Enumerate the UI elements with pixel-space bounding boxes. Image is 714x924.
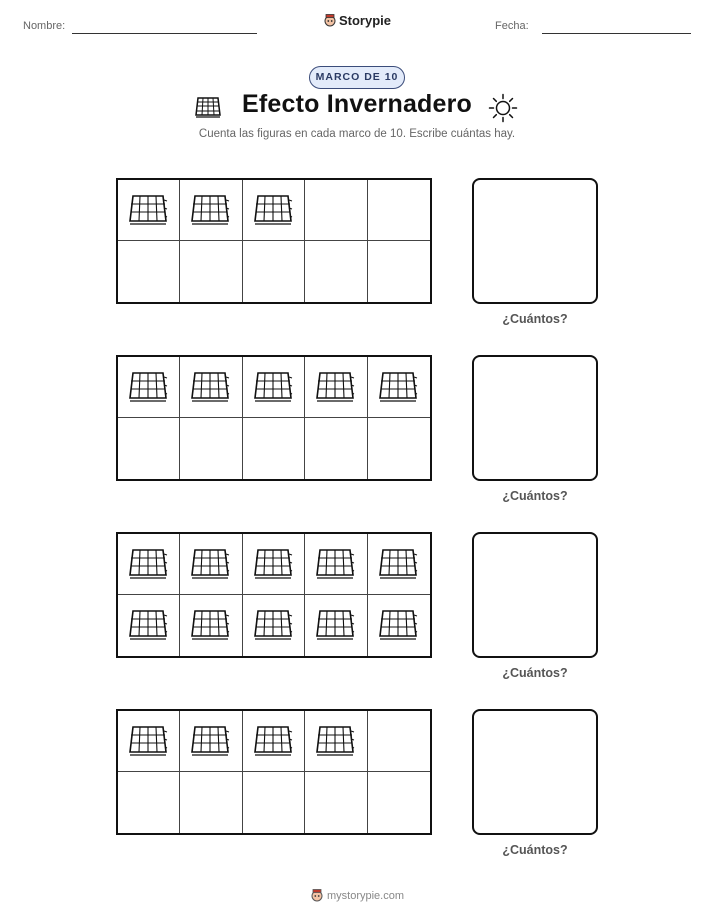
solar-panel-icon <box>253 546 293 582</box>
solar-panel-icon <box>378 546 418 582</box>
solar-panel-icon <box>190 723 230 759</box>
frame-cell <box>118 772 180 833</box>
frame-cell <box>180 357 242 418</box>
frame-cell <box>243 180 305 241</box>
frame-cell <box>305 180 367 241</box>
frame-cell <box>305 418 367 479</box>
frame-cell <box>180 711 242 772</box>
answer-box[interactable] <box>472 178 598 304</box>
solar-panel-icon <box>378 369 418 405</box>
frame-cell <box>305 241 367 302</box>
frame-cell <box>180 534 242 595</box>
solar-panel-icon <box>253 607 293 643</box>
frame-cell <box>118 711 180 772</box>
answer-box[interactable] <box>472 709 598 835</box>
frame-cell <box>368 534 430 595</box>
frame-cell <box>368 418 430 479</box>
frame-cell <box>243 534 305 595</box>
frame-cell <box>305 772 367 833</box>
frame-cell <box>180 241 242 302</box>
frame-cell <box>305 595 367 656</box>
frame-cell <box>180 772 242 833</box>
name-field[interactable] <box>72 33 257 34</box>
frame-cell <box>118 595 180 656</box>
solar-panel-icon <box>378 607 418 643</box>
brand-logo <box>0 13 714 28</box>
solar-panel-icon <box>190 192 230 228</box>
frame-cell <box>368 772 430 833</box>
solar-panel-icon <box>128 369 168 405</box>
frame-cell <box>118 534 180 595</box>
frame-cell <box>243 711 305 772</box>
solar-panel-icon <box>190 369 230 405</box>
solar-panel-icon <box>128 607 168 643</box>
mascot-icon <box>323 13 337 27</box>
footer-url: mystorypie.com <box>326 890 405 902</box>
frame-cell <box>243 357 305 418</box>
frame-cell <box>368 711 430 772</box>
solar-panel-icon <box>128 723 168 759</box>
frame-cell <box>243 595 305 656</box>
ten-frame <box>116 355 432 481</box>
answer-label: ¿Cuántos? <box>502 843 568 857</box>
ten-frame <box>116 709 432 835</box>
frame-cell <box>305 711 367 772</box>
date-label: Fecha: <box>495 20 529 32</box>
brand-name: Storypie <box>338 13 391 28</box>
frame-cell <box>305 357 367 418</box>
solar-panel-icon <box>128 546 168 582</box>
frame-cell <box>368 241 430 302</box>
ten-frame <box>116 178 432 304</box>
frame-cell <box>368 180 430 241</box>
solar-panel-icon <box>190 607 230 643</box>
date-field[interactable] <box>542 33 691 34</box>
answer-box[interactable] <box>472 355 598 481</box>
ten-frame <box>116 532 432 658</box>
name-label: Nombre: <box>23 20 66 32</box>
solar-panel-icon <box>253 723 293 759</box>
solar-panel-icon <box>315 546 355 582</box>
solar-panel-icon <box>253 192 293 228</box>
footer <box>0 888 714 902</box>
answer-label: ¿Cuántos? <box>502 312 568 326</box>
answer-label: ¿Cuántos? <box>502 666 568 680</box>
frame-cell <box>118 180 180 241</box>
frame-cell <box>118 418 180 479</box>
page-title: Efecto Invernadero <box>241 90 473 118</box>
frame-cell <box>243 241 305 302</box>
sun-icon <box>488 93 518 123</box>
solar-panel-icon <box>315 723 355 759</box>
answer-label: ¿Cuántos? <box>502 489 568 503</box>
mascot-icon <box>310 888 324 902</box>
frame-cell <box>118 357 180 418</box>
solar-panel-icon <box>315 607 355 643</box>
solar-panel-icon <box>190 546 230 582</box>
frame-cell <box>180 180 242 241</box>
instructions: Cuenta las figuras en cada marco de 10. Escribe cuántas hay. <box>198 128 516 140</box>
frame-cell <box>180 595 242 656</box>
answer-box[interactable] <box>472 532 598 658</box>
frame-cell <box>243 418 305 479</box>
frame-cell <box>243 772 305 833</box>
solar-panel-icon <box>253 369 293 405</box>
frame-cell <box>118 241 180 302</box>
worksheet-type-badge: MARCO DE 10 <box>309 66 405 89</box>
frame-cell <box>368 357 430 418</box>
solar-panel-icon <box>128 192 168 228</box>
frame-cell <box>368 595 430 656</box>
solar-panel-icon <box>315 369 355 405</box>
frame-cell <box>180 418 242 479</box>
frame-cell <box>305 534 367 595</box>
